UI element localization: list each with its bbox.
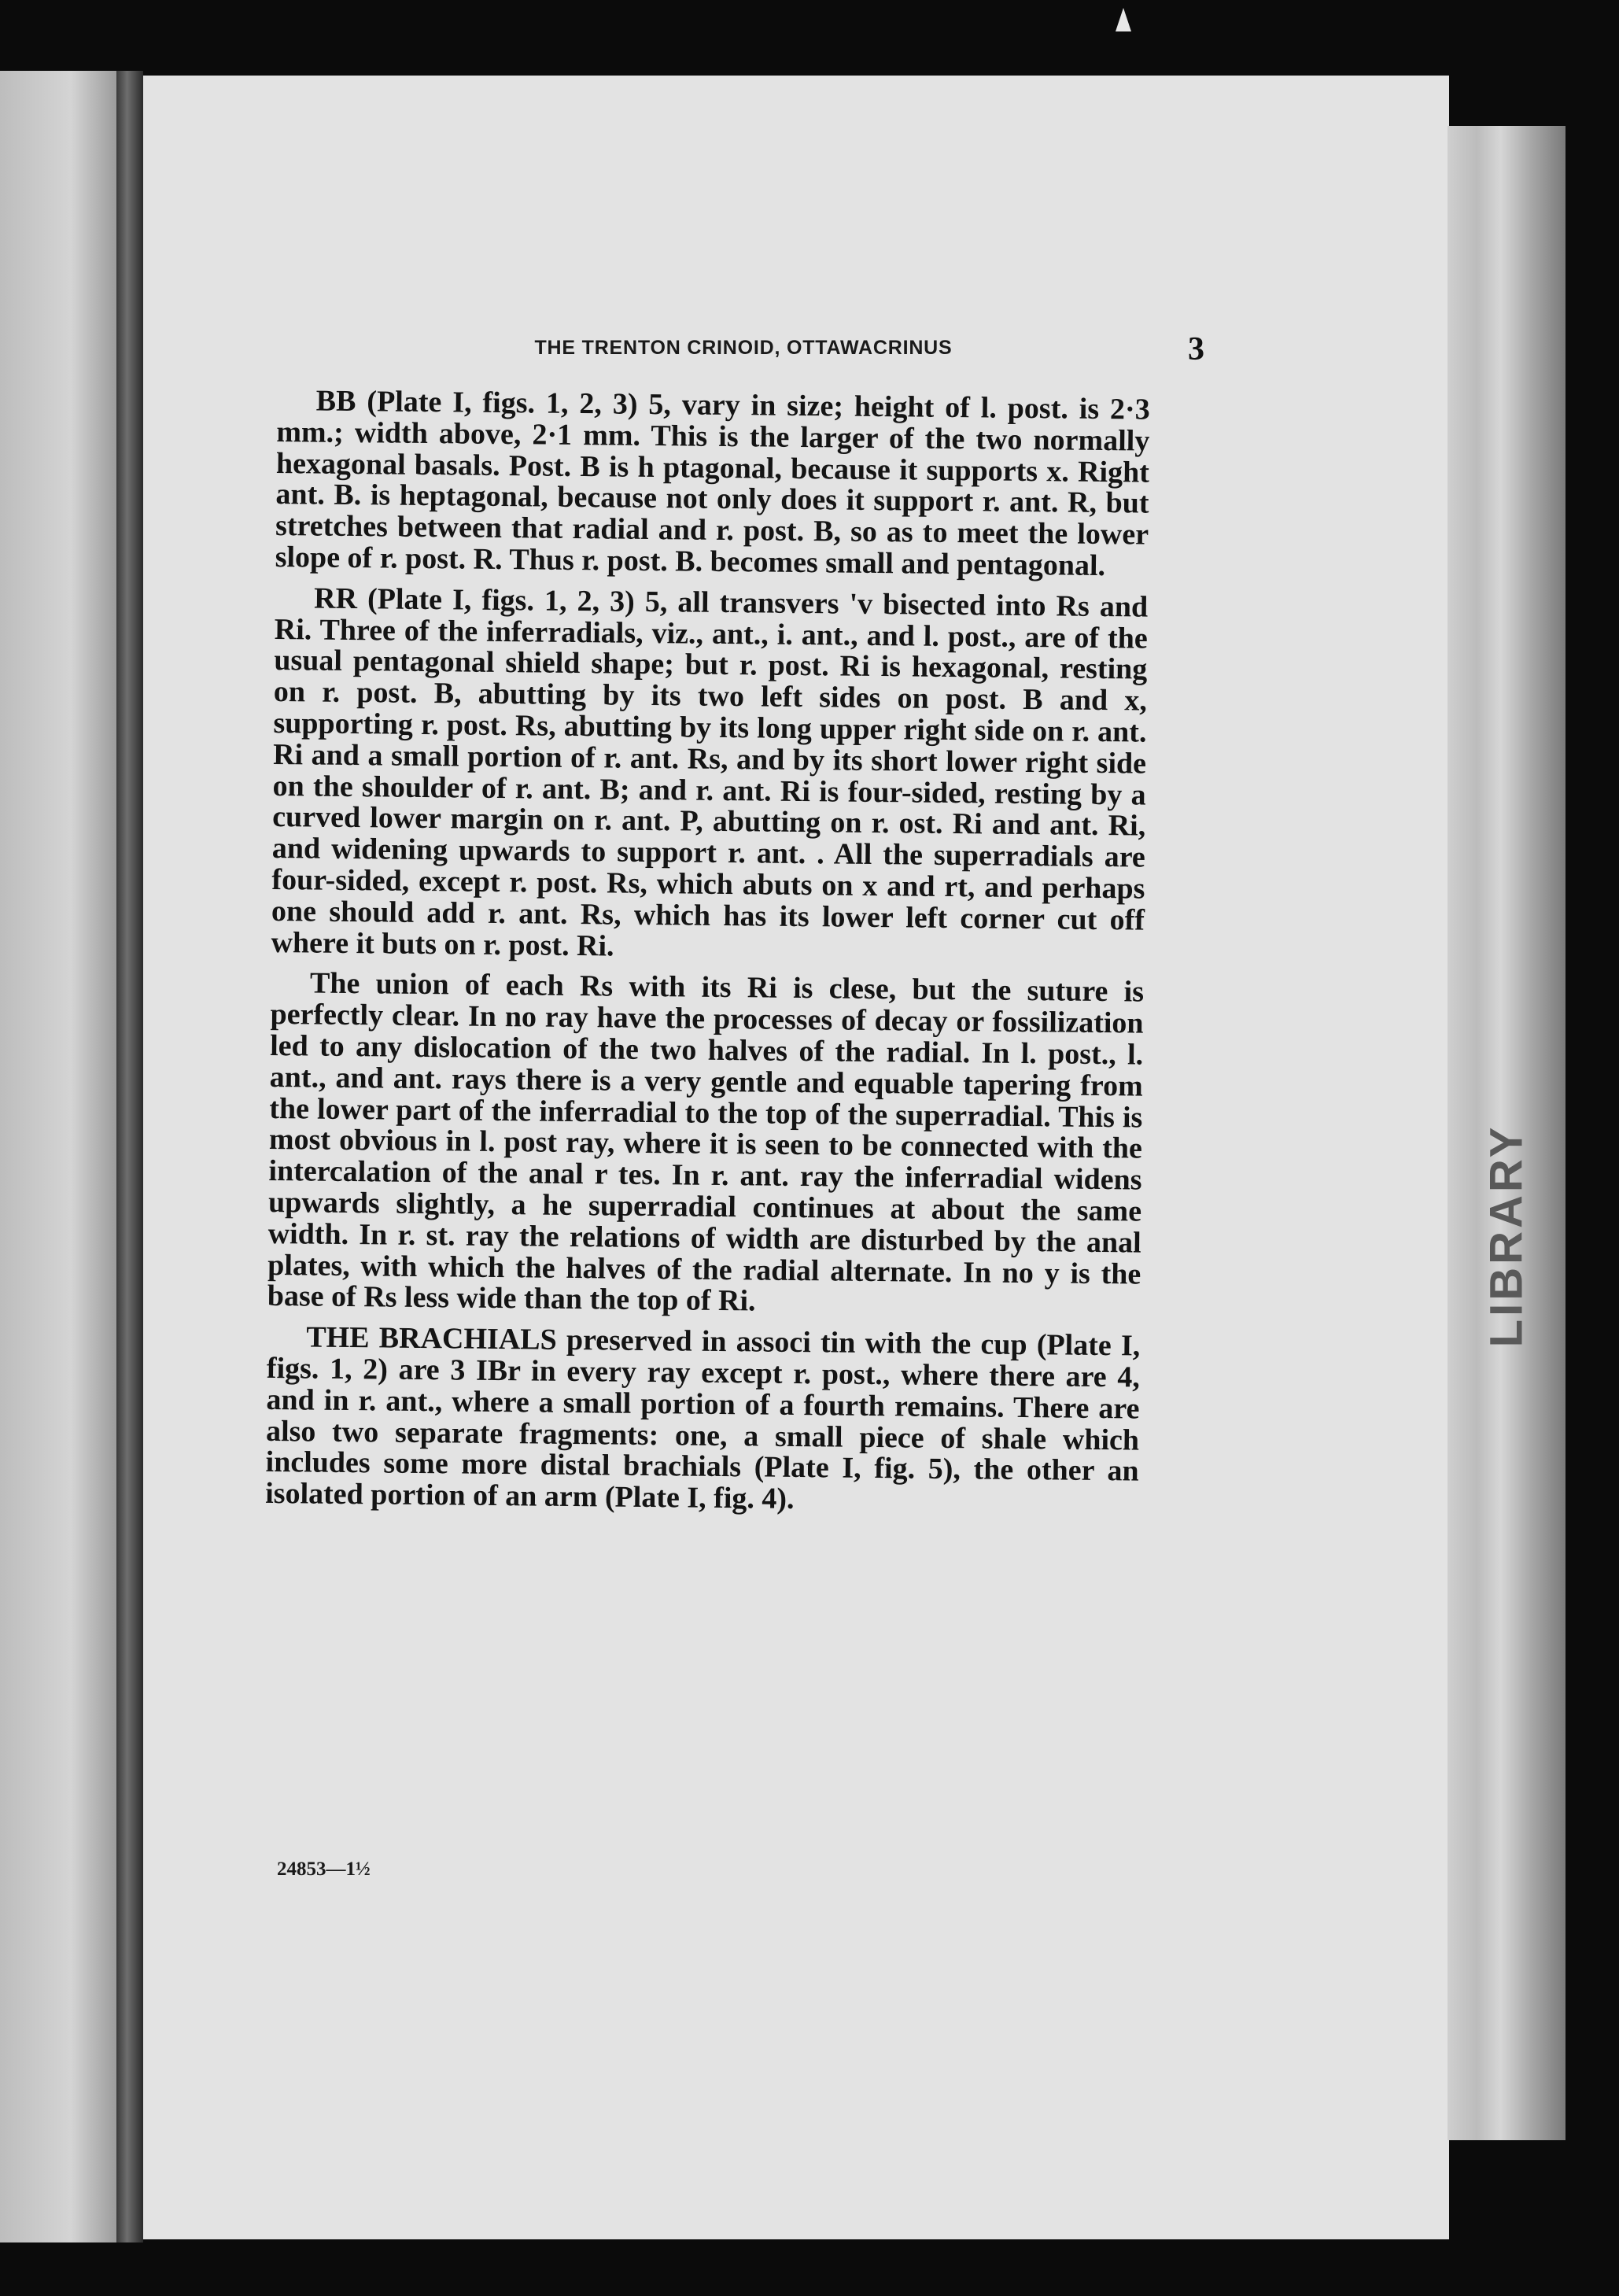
scan-corner-marker bbox=[1116, 8, 1131, 31]
running-head: THE TRENTON CRINOID, OTTAWACRINUS bbox=[534, 337, 953, 359]
signature-mark: 24853—1½ bbox=[277, 1859, 371, 1880]
spine-library-stamp bbox=[1449, 881, 1564, 1589]
paragraph-brachials: THE BRACHIALS preserved in associ tin with the cup (Plate I, figs. 1, 2) are 3 IBr in every ray except r. post., where there are 4, and in r. ant., where a small portion of a fourth remains. There are also two separate fragments: one, a small piece of shale which includes some more distal brachials (Plate I, fig. 5), the other an isolated portion of an arm (Plate I, fig. 4). bbox=[265, 1320, 1141, 1516]
body-text bbox=[265, 386, 1150, 1528]
facing-page-edge bbox=[0, 71, 118, 2242]
paragraph-basals: BB (Plate I, figs. 1, 2, 3) 5, vary in size; height of l. post. is 2·3 mm.; width above, 2·1 mm. This is the larger of the two normally hexagonal basals. Post. B is h ptagonal, because it supports x. Right ant. B. is heptagonal, because not only does it support r. ant. R, but stretches between that radial and r. post. B, so as to meet the lower slope of r. post. R. Thus r. post. B. becomes small and pentagonal. bbox=[275, 384, 1150, 583]
binding-gutter bbox=[116, 71, 143, 2242]
paragraph-radials: RR (Plate I, figs. 1, 2, 3) 5, all transvers 'v bisected into Rs and Ri. Three of the inferradials, viz., ant., i. ant., and l. post., are of the usual pentagonal shield shape; but r. post. Ri is hexagonal, resting on r. post. B, abutting by its two left sides on post. B and x, supporting r. post. Rs, abutting by its long upper right side on r. ant. Ri and a small portion of r. ant. Rs, and by its short lower right side on the shoulder of r. ant. B; and r. ant. Ri is four-sided, resting by a curved lower margin on r. ant. P, abutting on r. ost. Ri and ant. Ri, and widening upwards to support r. ant. . All the superradials are four-sided, except r. post. Rs, which abuts on x and rt, and perhaps one should add r. ant. Rs, which has its lower left corner cut off where it buts on r. post. Ri. bbox=[271, 581, 1149, 963]
spine-label: LIBRARY bbox=[1481, 1124, 1532, 1347]
page-number: 3 bbox=[1188, 331, 1204, 367]
paragraph-suture: The union of each Rs with its Ri is clese, but the suture is perfectly clear. In no ray have the processes of decay or fossilization led to any dislocation of the two halves of the radial. In l. post., l. ant., and ant. rays there is a very gentle and equable tapering from the lower part of the inferradial to the top of the superradial. This is most obvious in l. post ray, where it is seen to be connected with the intercalation of the anal r tes. In r. ant. ray the inferradial widens upwards slightly, a he superradial continues at about the same width. In r. st. ray the relations of width are disturbed by the anal plates, with which the halves of the radial alternate. In no y is the base of Rs less wide than the top of Ri. bbox=[267, 966, 1145, 1318]
